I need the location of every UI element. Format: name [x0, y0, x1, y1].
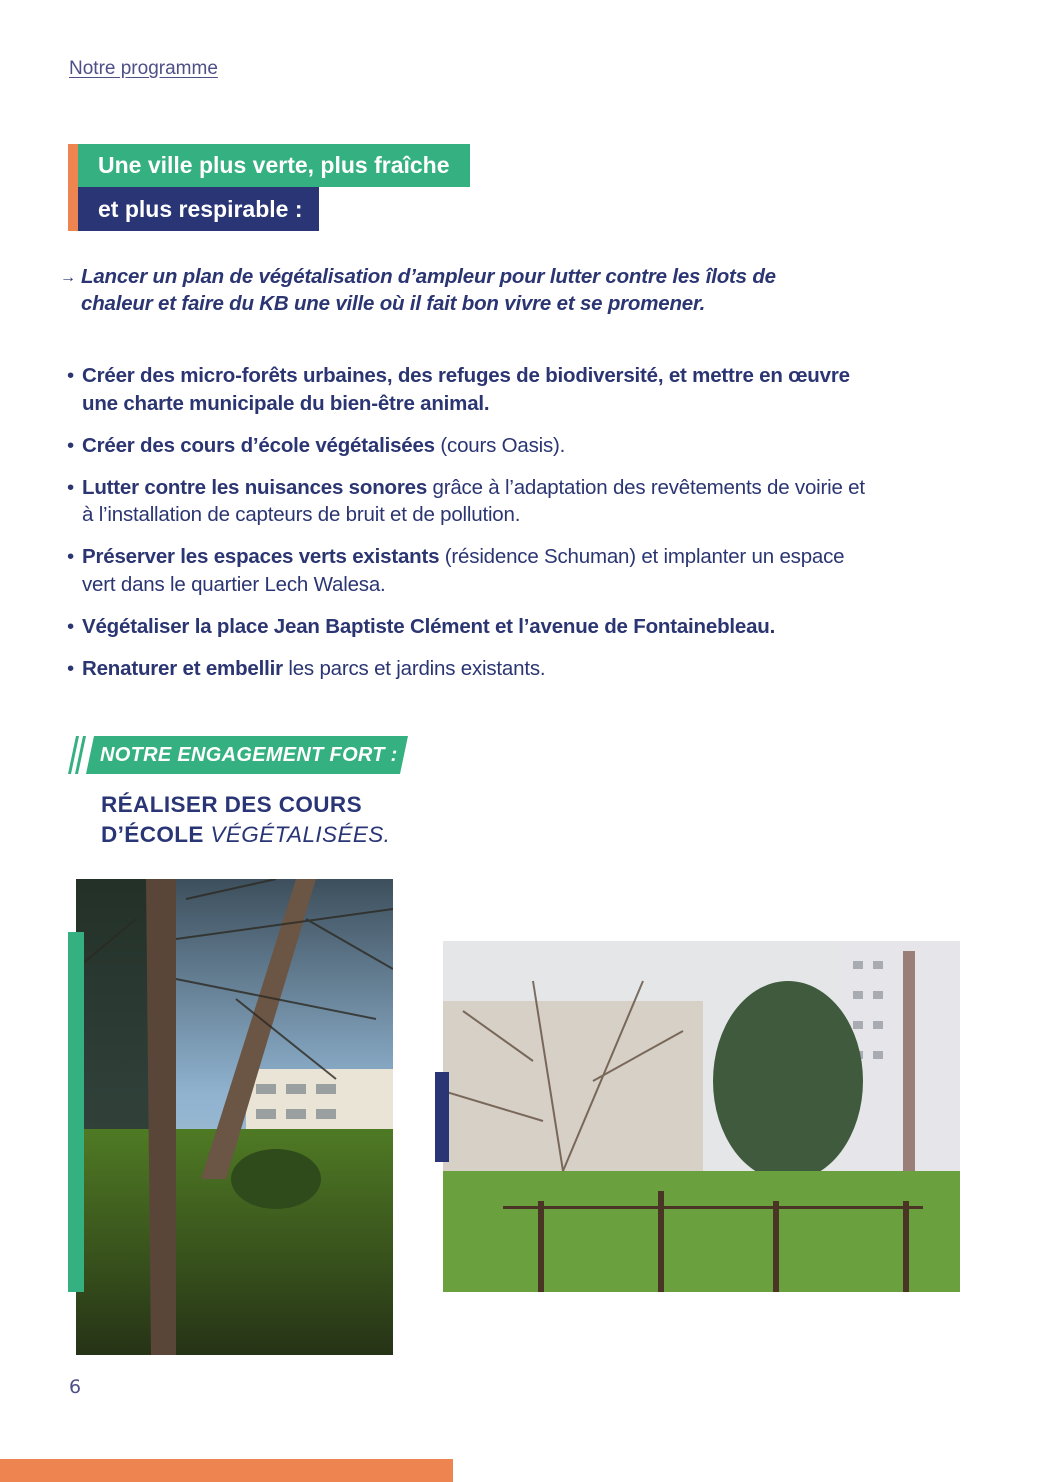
arrow-right-icon: →: [60, 269, 76, 286]
footer-accent-bar: [0, 1459, 453, 1482]
item-normal: (cours Oasis).: [434, 433, 566, 457]
item-bold: Lutter contre les nuisances sonores: [82, 475, 428, 499]
engagement-label: NOTRE ENGAGEMENT FORT :: [100, 744, 398, 766]
engagement-line2-bold: D’ÉCOLE: [101, 822, 204, 847]
engagement-line2-italic: VÉGÉTALISÉES.: [203, 822, 391, 847]
title-accent-bar: [68, 144, 78, 231]
breadcrumb[interactable]: Notre programme: [69, 58, 218, 79]
item-bold: Créer des micro-forêts urbaines, des refuges de biodiversité, et mettre en œuvre une charte municipale du bien-être animal.: [82, 364, 850, 415]
intro-text: Lancer un plan de végétalisation d’ampleur pour lutter contre les îlots de chaleur et faire du KB une ville où il fait bon vivre et se promener.: [81, 265, 776, 315]
item-bold: Végétaliser la place Jean Baptiste Clément et l’avenue de Fontainebleau.: [82, 614, 776, 638]
engagement-line1: RÉALISER DES COURS: [101, 792, 362, 817]
list-item: [67, 474, 867, 529]
bullet-icon: •: [67, 614, 74, 638]
engagement-text: [101, 790, 390, 850]
item-bold: Créer des cours d’école végétalisées: [82, 433, 435, 457]
intro-paragraph: [60, 263, 820, 317]
photo-accent-bar-navy: [435, 1072, 449, 1162]
item-bold: Préserver les espaces verts existants: [82, 545, 440, 568]
list-item: [67, 655, 867, 683]
bullet-icon: •: [67, 656, 74, 680]
item-normal: grâce à l’adaptation des revêtements de voirie et à l’installation de capteurs de bruit et de pollution.: [82, 475, 865, 526]
photo-shared-garden: [443, 941, 960, 1292]
list-item: [67, 432, 867, 460]
list-item: [67, 543, 867, 598]
photo-accent-bar-green: [68, 932, 84, 1292]
item-bold: Renaturer et embellir: [82, 656, 283, 680]
page-number: 6: [69, 1376, 82, 1398]
bullet-icon: •: [67, 545, 74, 568]
item-normal: les parcs et jardins existants.: [282, 656, 546, 680]
engagement-line2: [101, 820, 390, 850]
bullet-icon: •: [67, 475, 74, 499]
garden-image: [443, 941, 960, 1292]
bullet-icon: •: [67, 364, 74, 387]
section-title-line1: Une ville plus verte, plus fraîche: [78, 144, 470, 187]
photo-pine-tree: [76, 879, 393, 1355]
list-item: [67, 362, 867, 417]
item-normal: (résidence Schuman) et implanter un espace vert dans le quartier Lech Walesa.: [82, 545, 845, 596]
pine-tree-image: [76, 879, 393, 1355]
section-title-line2: et plus respirable :: [78, 187, 319, 231]
bullet-icon: •: [67, 433, 74, 457]
list-item: [67, 613, 867, 641]
measures-list: [67, 362, 867, 697]
